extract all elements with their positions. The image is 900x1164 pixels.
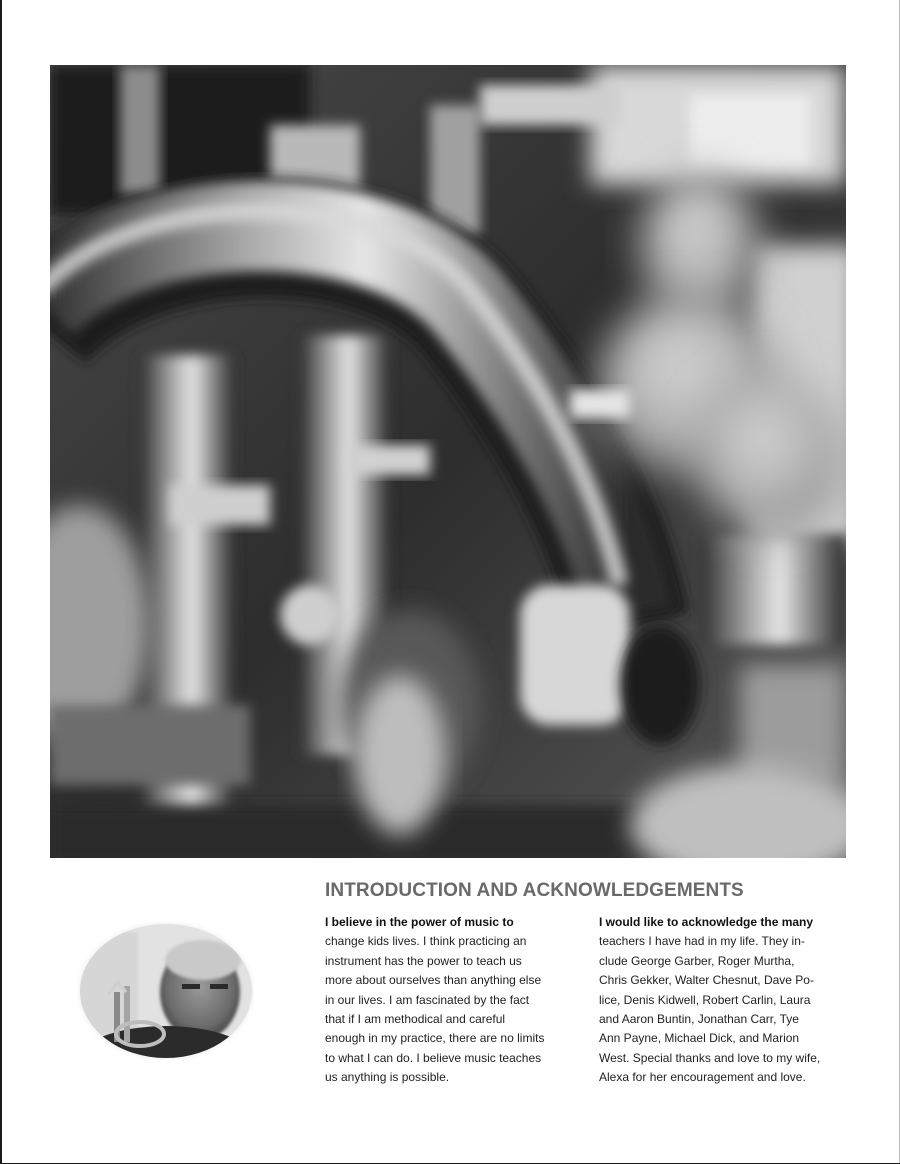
intro-line: enough in my practice, there are no limits [325,1031,545,1046]
intro-line: instrument has the power to teach us [325,953,522,968]
intro-lead: I believe in the power of music to [325,915,514,929]
intro-column [325,913,575,1088]
acknowledgements-column [599,913,849,1088]
section-heading: INTRODUCTION AND ACKNOWLEDGEMENTS [325,880,744,901]
intro-line: us anything is possible. [325,1070,450,1085]
acknowledgements-lead: I would like to acknowledge the many [599,915,814,929]
intro-line: to what I can do. I believe music teaches [325,1050,542,1065]
author-portrait-photo [78,922,254,1060]
acknowledgements-line: clude George Garber, Roger Murtha, [599,953,795,968]
acknowledgements-line: lice, Denis Kidwell, Robert Carlin, Laura [599,992,811,1007]
acknowledgements-line: Ann Payne, Michael Dick, and Marion [599,1031,800,1046]
finger-shape [695,375,845,535]
page-border-left [0,0,2,1164]
acknowledgements-line: teachers I have had in my life. They in- [599,934,805,949]
acknowledgements-line: and Aaron Buntin, Jonathan Carr, Tye [599,1012,799,1027]
intro-line: more about ourselves than anything else [325,973,542,988]
trumpet-closeup-photo [50,65,846,858]
acknowledgements-line: West. Special thanks and love to my wife, [599,1050,821,1065]
intro-line: that if I am methodical and careful [325,1012,506,1027]
intro-line: in our lives. I am fascinated by the fact [325,992,530,1007]
acknowledgements-line: Alexa for her encouragement and love. [599,1070,806,1085]
acknowledgements-line: Chris Gekker, Walter Chesnut, Dave Po- [599,973,814,988]
intro-line: change kids lives. I think practicing an [325,934,527,949]
